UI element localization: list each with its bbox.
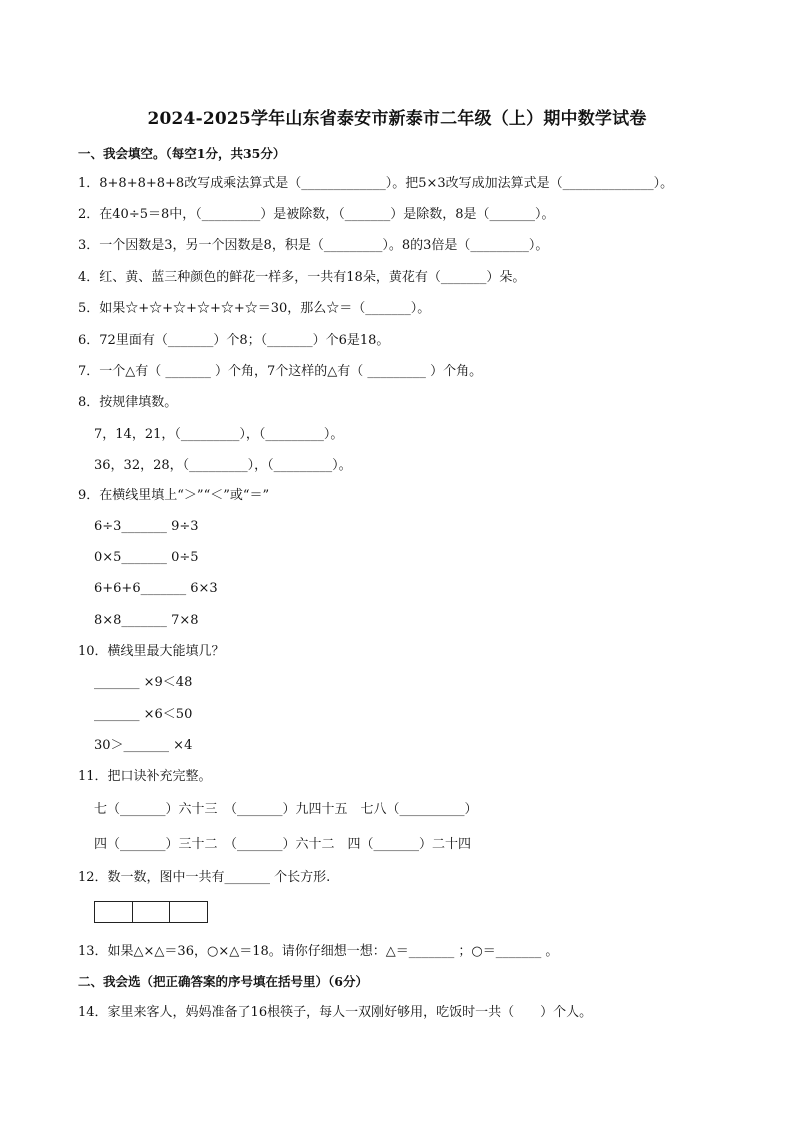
question-9-row-2: 0×5_______ 0÷5 xyxy=(94,550,199,565)
question-9: 9．在横线里填上“＞”“＜”或“＝” xyxy=(78,488,270,503)
question-10-row-3: 30＞_______ ×4 xyxy=(94,738,193,753)
question-12: 12．数一数，图中一共有_______ 个长方形. xyxy=(78,870,331,885)
page-title: 2024-2025学年山东省泰安市新泰市二年级（上）期中数学试卷 xyxy=(147,109,647,129)
section-2-heading: 二、我会选（把正确答案的序号填在括号里）（6分） xyxy=(78,974,368,989)
question-11-row-2: 四（_______）三十二 （_______）六十二 四（_______）二十四 xyxy=(94,837,472,852)
question-14: 14．家里来客人，妈妈准备了16根筷子，每人一双刚好够用，吃饭时一共（ ）个人。 xyxy=(78,1005,593,1020)
question-9-row-4: 8×8_______ 7×8 xyxy=(94,613,199,628)
question-10-row-2: _______ ×6＜50 xyxy=(94,707,193,722)
question-8-row-2: 36，32，28，（_________），（_________）。 xyxy=(94,458,352,473)
question-5: 5．如果☆+☆+☆+☆+☆+☆＝30，那么☆＝（_______）。 xyxy=(78,301,431,316)
question-8: 8．按规律填数。 xyxy=(78,395,178,410)
grid-cell xyxy=(95,902,133,922)
question-10-row-1: _______ ×9＜48 xyxy=(94,675,193,690)
grid-cell xyxy=(170,902,207,922)
question-8-row-1: 7，14，21，（_________），（_________）。 xyxy=(94,427,344,442)
question-2: 2．在40÷5＝8中，（_________）是被除数，（_______）是除数，8是（_______）。 xyxy=(78,207,555,222)
question-13: 13．如果△×△＝36，○×△＝18。请你仔细想一想：△＝_______ ；○＝_______ 。 xyxy=(78,944,559,959)
question-4: 4．红、黄、蓝三种颜色的鲜花一样多，一共有18朵，黄花有（_______）朵。 xyxy=(78,270,526,285)
question-11-row-1: 七（_______）六十三 （_______）九四十五 七八（__________） xyxy=(94,802,478,817)
question-9-row-1: 6÷3_______ 9÷3 xyxy=(94,519,199,534)
question-10: 10．横线里最大能填几？ xyxy=(78,644,225,659)
question-9-row-3: 6+6+6_______ 6×3 xyxy=(94,581,218,596)
question-7: 7．一个△有（ _______ ）个角，7个这样的△有（ _________ ）个角。 xyxy=(78,364,483,379)
section-1-heading: 一、我会填空。（每空1分，共35分） xyxy=(78,146,286,161)
question-3: 3．一个因数是3，另一个因数是8，积是（_________）。8的3倍是（_________）。 xyxy=(78,238,549,253)
question-1: 1．8+8+8+8+8改写成乘法算式是（_____________）。把5×3改写成加法算式是（______________）。 xyxy=(78,176,674,191)
rectangle-grid-figure xyxy=(94,901,208,923)
question-11: 11．把口诀补充完整。 xyxy=(78,769,212,784)
question-6: 6．72里面有（_______）个8；（_______）个6是18。 xyxy=(78,333,390,348)
grid-cell xyxy=(133,902,171,922)
